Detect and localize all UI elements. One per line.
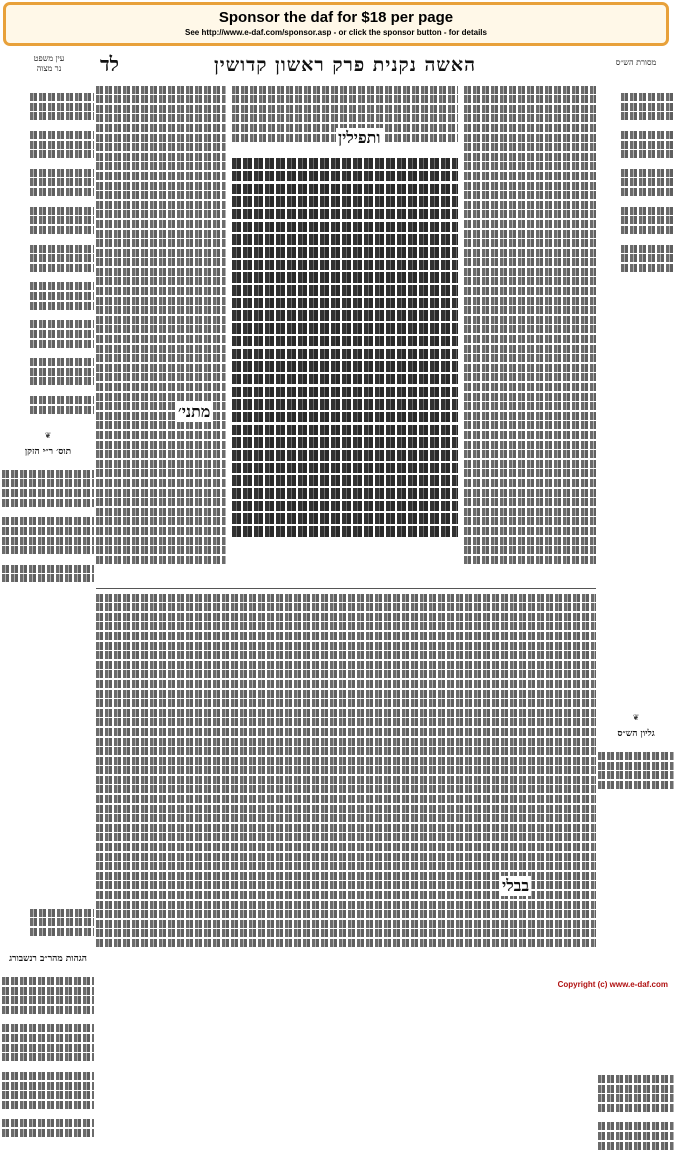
folio-number: לד xyxy=(100,52,119,76)
mishnah-word: מתני׳ xyxy=(178,402,211,421)
left-margin xyxy=(2,84,94,979)
mesorah-label: מסורת הש״ס xyxy=(615,58,657,67)
gilyon-text xyxy=(598,743,674,798)
main-text-area xyxy=(96,84,596,979)
section-divider xyxy=(96,588,596,589)
gemara-column xyxy=(232,156,458,584)
hagahos-text xyxy=(2,968,94,1146)
sponsor-subtitle[interactable]: See http://www.e-daf.com/sponsor.asp - or click the sponsor button - for details xyxy=(185,28,487,37)
ein-mishpat-notes xyxy=(2,84,94,423)
bottom-right-note xyxy=(598,1066,674,1159)
right-margin xyxy=(598,84,674,979)
bottom-commentary xyxy=(96,592,596,977)
page-title: האשה נקנית פרק ראשון קדושין xyxy=(213,54,477,76)
ornament-divider-right: ❦ xyxy=(632,712,640,722)
ornament-divider: ❦ xyxy=(44,430,52,440)
bavli-word: בבלי xyxy=(502,876,530,895)
copyright-notice[interactable]: Copyright (c) www.e-daf.com xyxy=(557,980,668,989)
tosfos-rid-text xyxy=(2,461,94,592)
sponsor-banner[interactable] xyxy=(3,2,669,46)
sponsor-title[interactable]: Sponsor the daf for $18 per page xyxy=(218,9,454,26)
rashi-column xyxy=(464,84,596,584)
page-header xyxy=(0,52,676,82)
gilyon-heading: גליון הש״ס xyxy=(617,728,655,739)
ein-mishpat-label: עין משפט xyxy=(33,54,65,63)
margin-note xyxy=(2,900,94,945)
gemara-opening-word: ותפילין xyxy=(338,128,381,147)
mesorah-notes xyxy=(598,84,674,281)
hagahos-heading: הגהות מהר״ב רנשבורג xyxy=(9,953,87,964)
ner-mitzvah-label: נר מצוה xyxy=(36,64,62,73)
tosfos-rid-heading: תוס׳ ר״י הזקן xyxy=(24,446,72,457)
tosafos-column xyxy=(96,84,226,584)
